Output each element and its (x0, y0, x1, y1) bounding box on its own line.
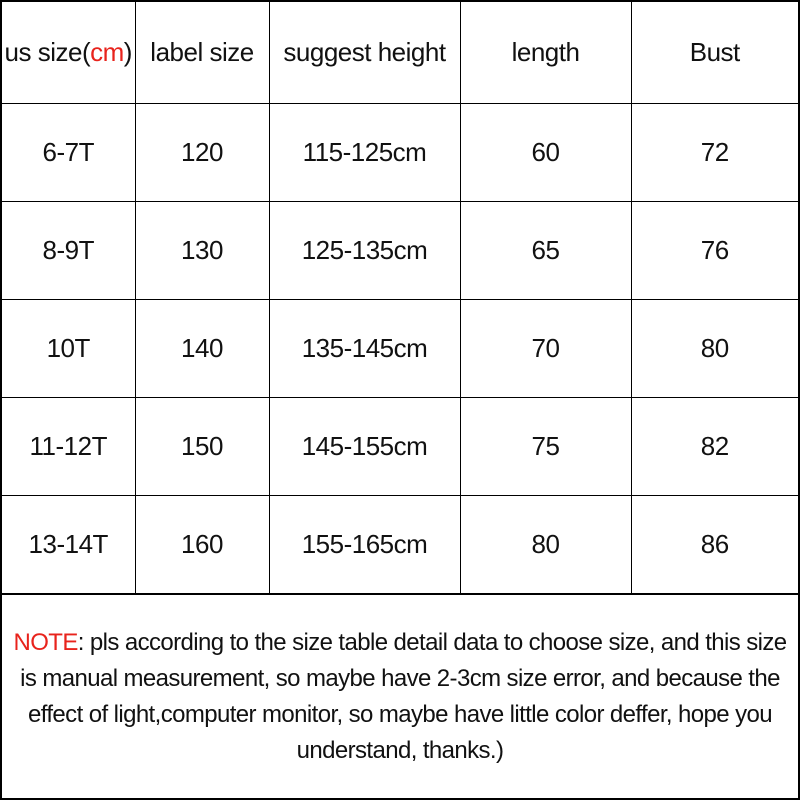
cell-length: 65 (460, 201, 631, 299)
header-us-size-suffix: ) (123, 36, 132, 67)
cell-label-size: 140 (135, 299, 269, 397)
cell-suggest-height: 145-155cm (269, 397, 460, 495)
cell-us-size: 10T (2, 299, 135, 397)
cell-us-size: 6-7T (2, 103, 135, 201)
cell-suggest-height: 135-145cm (269, 299, 460, 397)
size-table (2, 2, 798, 594)
header-us-size-prefix: us size( (4, 36, 91, 67)
header-suggest-height: suggest height (269, 2, 460, 103)
header-length: length (460, 2, 631, 103)
header-label-size: label size (135, 2, 269, 103)
table-row (2, 495, 798, 593)
cell-bust: 86 (631, 495, 798, 593)
cell-length: 60 (460, 103, 631, 201)
header-bust: Bust (631, 2, 798, 103)
cell-length: 80 (460, 495, 631, 593)
cell-suggest-height: 115-125cm (269, 103, 460, 201)
table-row (2, 397, 798, 495)
cell-bust: 82 (631, 397, 798, 495)
cell-suggest-height: 125-135cm (269, 201, 460, 299)
cell-label-size: 160 (135, 495, 269, 593)
cell-bust: 72 (631, 103, 798, 201)
note-label: NOTE (13, 628, 78, 656)
table-row (2, 103, 798, 201)
cell-bust: 76 (631, 201, 798, 299)
cell-length: 70 (460, 299, 631, 397)
header-row (2, 2, 798, 103)
cell-us-size: 11-12T (2, 397, 135, 495)
cell-bust: 80 (631, 299, 798, 397)
table-row (2, 299, 798, 397)
cell-us-size: 13-14T (2, 495, 135, 593)
header-us-size-unit: cm (90, 36, 124, 67)
size-note (2, 594, 798, 798)
table-row (2, 201, 798, 299)
cell-length: 75 (460, 397, 631, 495)
note-text: : pls according to the size table detail data to choose size, and this size is manual measurement, so maybe have 2-3cm size error, and because the effect of light,computer monitor, so maybe have little color deffer, hope you understand, thanks.) (20, 628, 787, 764)
cell-label-size: 150 (135, 397, 269, 495)
cell-label-size: 130 (135, 201, 269, 299)
header-us-size (2, 2, 135, 103)
cell-label-size: 120 (135, 103, 269, 201)
cell-us-size: 8-9T (2, 201, 135, 299)
cell-suggest-height: 155-165cm (269, 495, 460, 593)
note-paragraph (8, 625, 792, 769)
